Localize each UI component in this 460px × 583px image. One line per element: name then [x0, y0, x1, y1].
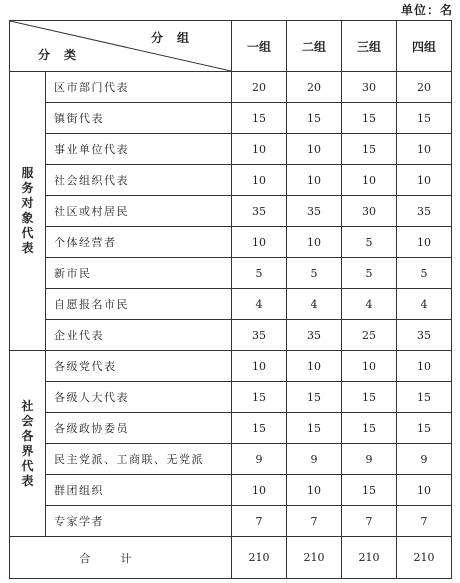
- table-row: [10, 227, 452, 258]
- value-cell: 15: [397, 413, 452, 444]
- value-cell: 10: [397, 351, 452, 382]
- table-row: [10, 72, 452, 103]
- total-row: [10, 537, 452, 579]
- value-cell: 10: [287, 134, 342, 165]
- value-cell: 20: [287, 72, 342, 103]
- value-cell: 9: [287, 444, 342, 475]
- table-row: [10, 444, 452, 475]
- row-name: 新市民: [46, 258, 232, 289]
- table-row: [10, 351, 452, 382]
- total-value-cell: 210: [287, 537, 342, 579]
- table-row: [10, 258, 452, 289]
- value-cell: 10: [342, 351, 397, 382]
- table-row: [10, 382, 452, 413]
- value-cell: 35: [232, 320, 287, 351]
- value-cell: 25: [342, 320, 397, 351]
- value-cell: 15: [287, 382, 342, 413]
- value-cell: 5: [287, 258, 342, 289]
- value-cell: 35: [397, 196, 452, 227]
- value-cell: 35: [287, 196, 342, 227]
- table-row: [10, 289, 452, 320]
- value-cell: 7: [342, 506, 397, 537]
- table-row: [10, 196, 452, 227]
- value-cell: 10: [342, 165, 397, 196]
- value-cell: 30: [342, 72, 397, 103]
- value-cell: 10: [287, 475, 342, 506]
- value-cell: 20: [397, 72, 452, 103]
- table-row: [10, 134, 452, 165]
- value-cell: 15: [342, 103, 397, 134]
- value-cell: 10: [232, 475, 287, 506]
- value-cell: 10: [232, 227, 287, 258]
- row-name: 镇街代表: [46, 103, 232, 134]
- row-name: 群团组织: [46, 475, 232, 506]
- value-cell: 35: [287, 320, 342, 351]
- value-cell: 5: [397, 258, 452, 289]
- table-row: [10, 506, 452, 537]
- value-cell: 10: [232, 134, 287, 165]
- value-cell: 7: [287, 506, 342, 537]
- row-name: 专家学者: [46, 506, 232, 537]
- value-cell: 10: [287, 165, 342, 196]
- row-name: 各级政协委员: [46, 413, 232, 444]
- corner-category-label: 分类: [38, 48, 91, 62]
- group-header: 四组: [397, 21, 452, 72]
- row-name: 各级人大代表: [46, 382, 232, 413]
- category-cell: 服 务 对 象 代 表: [10, 72, 46, 351]
- value-cell: 15: [342, 134, 397, 165]
- table-row: [10, 413, 452, 444]
- row-name: 自愿报名市民: [46, 289, 232, 320]
- table-row: [10, 103, 452, 134]
- row-name: 企业代表: [46, 320, 232, 351]
- value-cell: 35: [232, 196, 287, 227]
- group-header: 一组: [232, 21, 287, 72]
- value-cell: 10: [397, 227, 452, 258]
- value-cell: 5: [232, 258, 287, 289]
- unit-label: 单位：名: [400, 3, 453, 17]
- value-cell: 4: [342, 289, 397, 320]
- value-cell: 15: [287, 413, 342, 444]
- row-name: 社区或村居民: [46, 196, 232, 227]
- header-row: [10, 21, 452, 72]
- value-cell: 9: [342, 444, 397, 475]
- value-cell: 4: [287, 289, 342, 320]
- row-name: 各级党代表: [46, 351, 232, 382]
- corner-header-cell: [10, 21, 232, 72]
- value-cell: 7: [397, 506, 452, 537]
- table-row: [10, 475, 452, 506]
- value-cell: 15: [342, 475, 397, 506]
- value-cell: 15: [232, 382, 287, 413]
- value-cell: 15: [342, 413, 397, 444]
- total-value-cell: 210: [232, 537, 287, 579]
- value-cell: 10: [397, 134, 452, 165]
- table-row: [10, 165, 452, 196]
- value-cell: 10: [287, 351, 342, 382]
- value-cell: 7: [232, 506, 287, 537]
- value-cell: 35: [397, 320, 452, 351]
- category-cell: 社 会 各 界 代 表: [10, 351, 46, 537]
- value-cell: 15: [232, 103, 287, 134]
- value-cell: 30: [342, 196, 397, 227]
- value-cell: 10: [397, 165, 452, 196]
- value-cell: 9: [397, 444, 452, 475]
- value-cell: 4: [397, 289, 452, 320]
- row-name: 事业单位代表: [46, 134, 232, 165]
- value-cell: 10: [287, 227, 342, 258]
- row-name: 社会组织代表: [46, 165, 232, 196]
- value-cell: 10: [232, 351, 287, 382]
- value-cell: 20: [232, 72, 287, 103]
- value-cell: 4: [232, 289, 287, 320]
- value-cell: 15: [397, 103, 452, 134]
- value-cell: 9: [232, 444, 287, 475]
- total-value-cell: 210: [342, 537, 397, 579]
- corner-group-label: 分组: [150, 31, 203, 45]
- representative-table: [9, 20, 452, 579]
- group-header: 二组: [287, 21, 342, 72]
- value-cell: 15: [287, 103, 342, 134]
- value-cell: 5: [342, 258, 397, 289]
- row-name: 区市部门代表: [46, 72, 232, 103]
- group-header: 三组: [342, 21, 397, 72]
- table-row: [10, 320, 452, 351]
- value-cell: 15: [232, 413, 287, 444]
- total-label: 合计: [10, 537, 232, 579]
- value-cell: 15: [397, 382, 452, 413]
- value-cell: 5: [342, 227, 397, 258]
- value-cell: 10: [397, 475, 452, 506]
- row-name: 个体经营者: [46, 227, 232, 258]
- value-cell: 15: [342, 382, 397, 413]
- row-name: 民主党派、工商联、无党派: [46, 444, 232, 475]
- value-cell: 10: [232, 165, 287, 196]
- total-value-cell: 210: [397, 537, 452, 579]
